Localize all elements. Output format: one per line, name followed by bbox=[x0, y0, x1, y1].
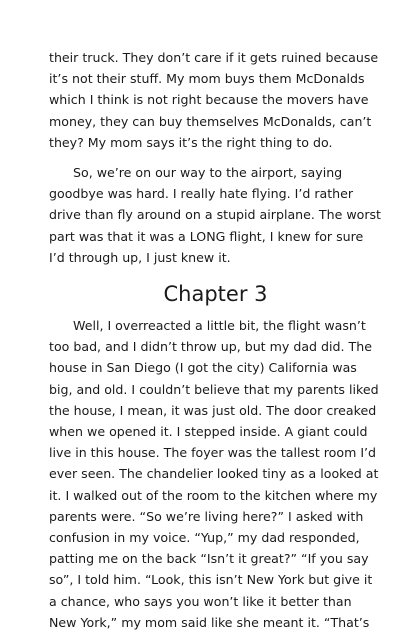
chapter-heading: Chapter 3 bbox=[163, 282, 268, 307]
paragraph-continued: their truck. They don’t care if it gets ruined because it’s not their stuff. My mom buys them McDonalds which I think is not right because the movers have money, they can buy themselves McDonalds, can’t they? My mom says it’s the right thing to do. bbox=[49, 50, 379, 150]
paragraph-airport: So, we’re on our way to the airport, saying goodbye was hard. I really hate flying. I’d rather drive than fly around on a stupid airplane. The worst part was that it was a LONG flight, I knew for sure I’d through up, I just knew it. bbox=[49, 165, 382, 265]
paragraph-house: Well, I overreacted a little bit, the flight wasn’t too bad, and I didn’t throw up, but my dad did. The house in San Diego (I got the city) California was big, and old. I couldn’t believe that my parents liked the house, I mean, it was just old. The door creaked when we opened it. I stepped inside. A giant could live in this house. The foyer was the tallest room I’d ever seen. The chandelier looked tiny as a looked at it. I walked out of the room to the kitchen where my parents were. “So we’re living here?” I asked with confusion in my voice. “Yup,” my dad responded, patting me on the back “Isn’t it great?” “If you say so”, I told him. “Look, this isn’t New York but give it a chance, who says you won’t like it better than New York,” my mom said like she meant it. “That’s bbox=[49, 318, 379, 630]
document-page bbox=[49, 47, 382, 633]
